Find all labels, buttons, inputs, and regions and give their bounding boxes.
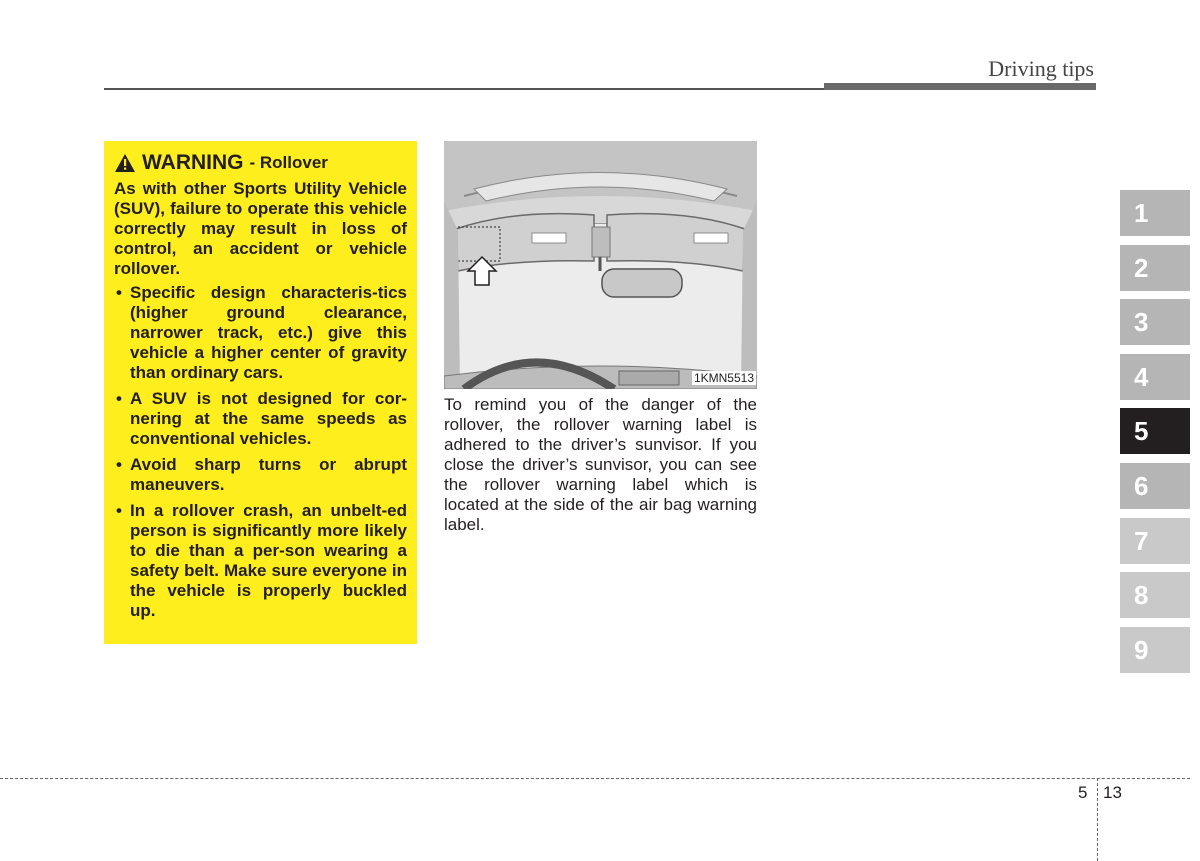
footer-divider [0, 778, 1190, 779]
chapter-tab-6[interactable]: 6 [1120, 463, 1190, 509]
footer-vertical-divider [1097, 778, 1098, 861]
warning-bullet: • Avoid sharp turns or abrupt maneuvers. [114, 455, 407, 495]
warning-box [104, 141, 417, 644]
header-rule [104, 88, 824, 90]
warning-bullet: • In a rollover crash, an unbelt-ed person is significantly more likely to die than a per-son wearing a safety belt. Make sure everyone in the vehicle is properly buckled up. [114, 501, 407, 621]
illustration-code: 1KMN5513 [693, 371, 754, 385]
warning-label: WARNING [142, 151, 244, 174]
chapter-tab-5[interactable]: 5 [1120, 408, 1190, 454]
sunvisor-illustration [444, 141, 757, 389]
warning-bullet: • A SUV is not designed for cor-nering at the same speeds as conventional vehicles. [114, 389, 407, 449]
chapter-tab-2[interactable]: 2 [1120, 245, 1190, 291]
warning-heading [114, 153, 407, 173]
chapter-tab-7[interactable]: 7 [1120, 518, 1190, 564]
warning-intro: As with other Sports Utility Vehicle (SUV), failure to operate this vehicle correctly may result in loss of control, an accident or vehicle rollover. [114, 179, 407, 278]
chapter-tab-9[interactable]: 9 [1120, 627, 1190, 673]
chapter-tab-1[interactable]: 1 [1120, 190, 1190, 236]
warning-triangle-icon [114, 153, 136, 173]
page-number: 13 [1103, 783, 1122, 802]
chapter-tab-3[interactable]: 3 [1120, 299, 1190, 345]
car-interior-drawing [444, 141, 757, 389]
warning-subtitle: - Rollover [249, 153, 328, 172]
chapter-tab-4[interactable]: 4 [1120, 354, 1190, 400]
header-title: Driving tips [988, 56, 1094, 81]
warning-bullet-list [114, 283, 407, 621]
chapter-tabs [1120, 190, 1190, 681]
warning-bullet: • Specific design characteris-tics (higher ground clearance, narrower track, etc.) give this vehicle a higher center of gravity than ordinary cars. [114, 283, 407, 383]
body-paragraph: To remind you of the danger of the rollover, the rollover warning label is adhered to the driver’s sunvisor. If you close the driver’s sunvisor, you can see the rollover warning label which is located at the side of the air bag warning label. [444, 395, 757, 534]
page-chapter-number: 5 [1078, 783, 1088, 802]
header-rule-accent [824, 83, 1096, 90]
chapter-tab-8[interactable]: 8 [1120, 572, 1190, 618]
